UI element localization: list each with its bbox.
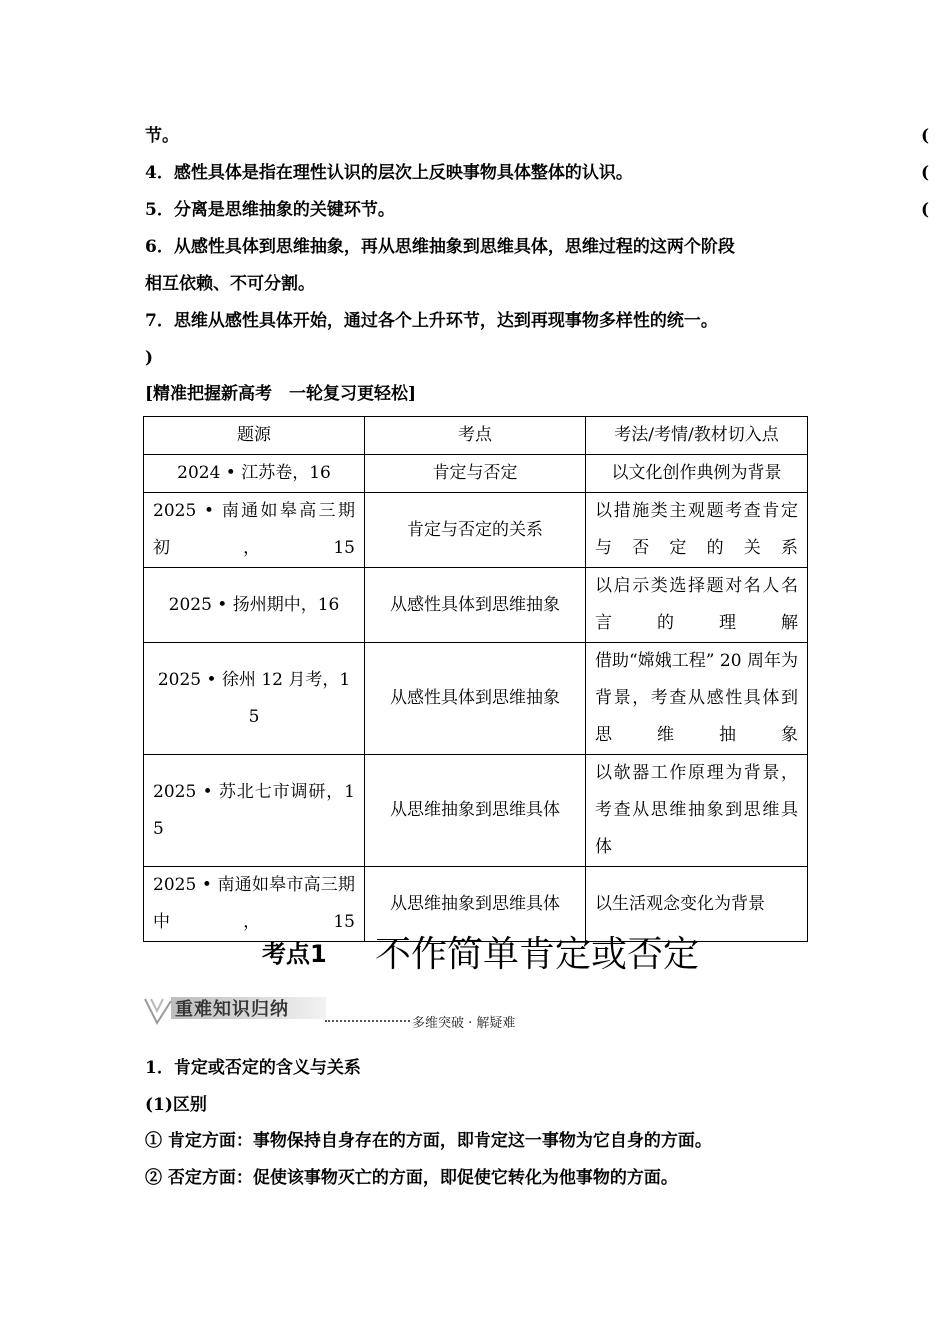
banner-subtitle: 多维突破 · 解疑难 [412,1016,516,1031]
cell-source: 2025 • 徐州 12 月考，15 [144,643,365,755]
cell-point: 从思维抽象到思维具体 [365,755,586,867]
cell-source: 2025 • 扬州期中，16 [144,568,365,643]
table-row [144,643,808,755]
table-row [144,455,808,493]
cell-point: 肯定与否定的关系 [365,493,586,568]
answer-paren: ( [921,163,930,183]
text-line-jie: 节。 [145,126,179,146]
answer-paren: ( [921,126,930,146]
cell-method: 以启示类选择题对名人名言的理解 [586,568,808,643]
cell-source: 2024 • 江苏卷，16 [144,455,365,493]
cell-point: 肯定与否定 [365,455,586,493]
statement-6-line2: 相互依赖、不可分割。 [145,274,315,294]
header-method: 考法/考情/教材切入点 [586,417,808,455]
cell-method: 以生活观念变化为背景 [586,867,808,942]
cell-point: 从感性具体到思维抽象 [365,568,586,643]
knowledge-heading: 1．肯定或否定的含义与关系 [145,1058,361,1078]
cell-method: 以文化创作典例为背景 [586,455,808,493]
cell-method: 以措施类主观题考查肯定与否定的关系 [586,493,808,568]
closing-paren: ) [145,348,154,368]
cell-source: 2025 • 南通如皋高三期初，15 [144,493,365,568]
statement-5: 5．分离是思维抽象的关键环节。 [145,200,395,220]
knowledge-subheading: (1)区别 [145,1095,207,1115]
kaodian-heading: 不作简单肯定或否定 [375,934,700,974]
knowledge-point-1: ① 肯定方面：事物保持自身存在的方面，即肯定这一事物为它自身的方面。 [145,1131,712,1151]
banner-dotted-divider [325,1020,410,1022]
cell-source: 2025 • 南通如皋市高三期中，15 [144,867,365,942]
banner-title: 重难知识归纳 [175,999,289,1020]
header-point: 考点 [365,417,586,455]
header-source: 题源 [144,417,365,455]
cell-point: 从思维抽象到思维具体 [365,867,586,942]
knowledge-point-2: ② 否定方面：促使该事物灭亡的方面，即促使它转化为他事物的方面。 [145,1168,678,1188]
cell-method: 以欹器工作原理为背景，考查从思维抽象到思维具体 [586,755,808,867]
table-row [144,493,808,568]
exam-source-table [143,416,808,942]
cell-point: 从感性具体到思维抽象 [365,643,586,755]
table-row [144,755,808,867]
kaodian-label: 考点1 [262,940,327,968]
statement-4: 4．感性具体是指在理性认识的层次上反映事物具体整体的认识。 [145,163,633,183]
table-row [144,568,808,643]
statement-7: 7．思维从感性具体开始，通过各个上升环节，达到再现事物多样性的统一。 [145,311,718,331]
table-header-row [144,417,808,455]
statement-6-line1: 6．从感性具体到思维抽象，再从思维抽象到思维具体，思维过程的这两个阶段 [145,237,735,257]
cell-method: 借助“嫦娥工程” 20 周年为背景，考查从感性具体到思维抽象 [586,643,808,755]
kaodian-title [0,926,950,972]
answer-paren: ( [921,200,930,220]
cell-source: 2025 • 苏北七市调研，15 [144,755,365,867]
section-heading: [精准把握新高考 一轮复习更轻松] [145,384,417,404]
